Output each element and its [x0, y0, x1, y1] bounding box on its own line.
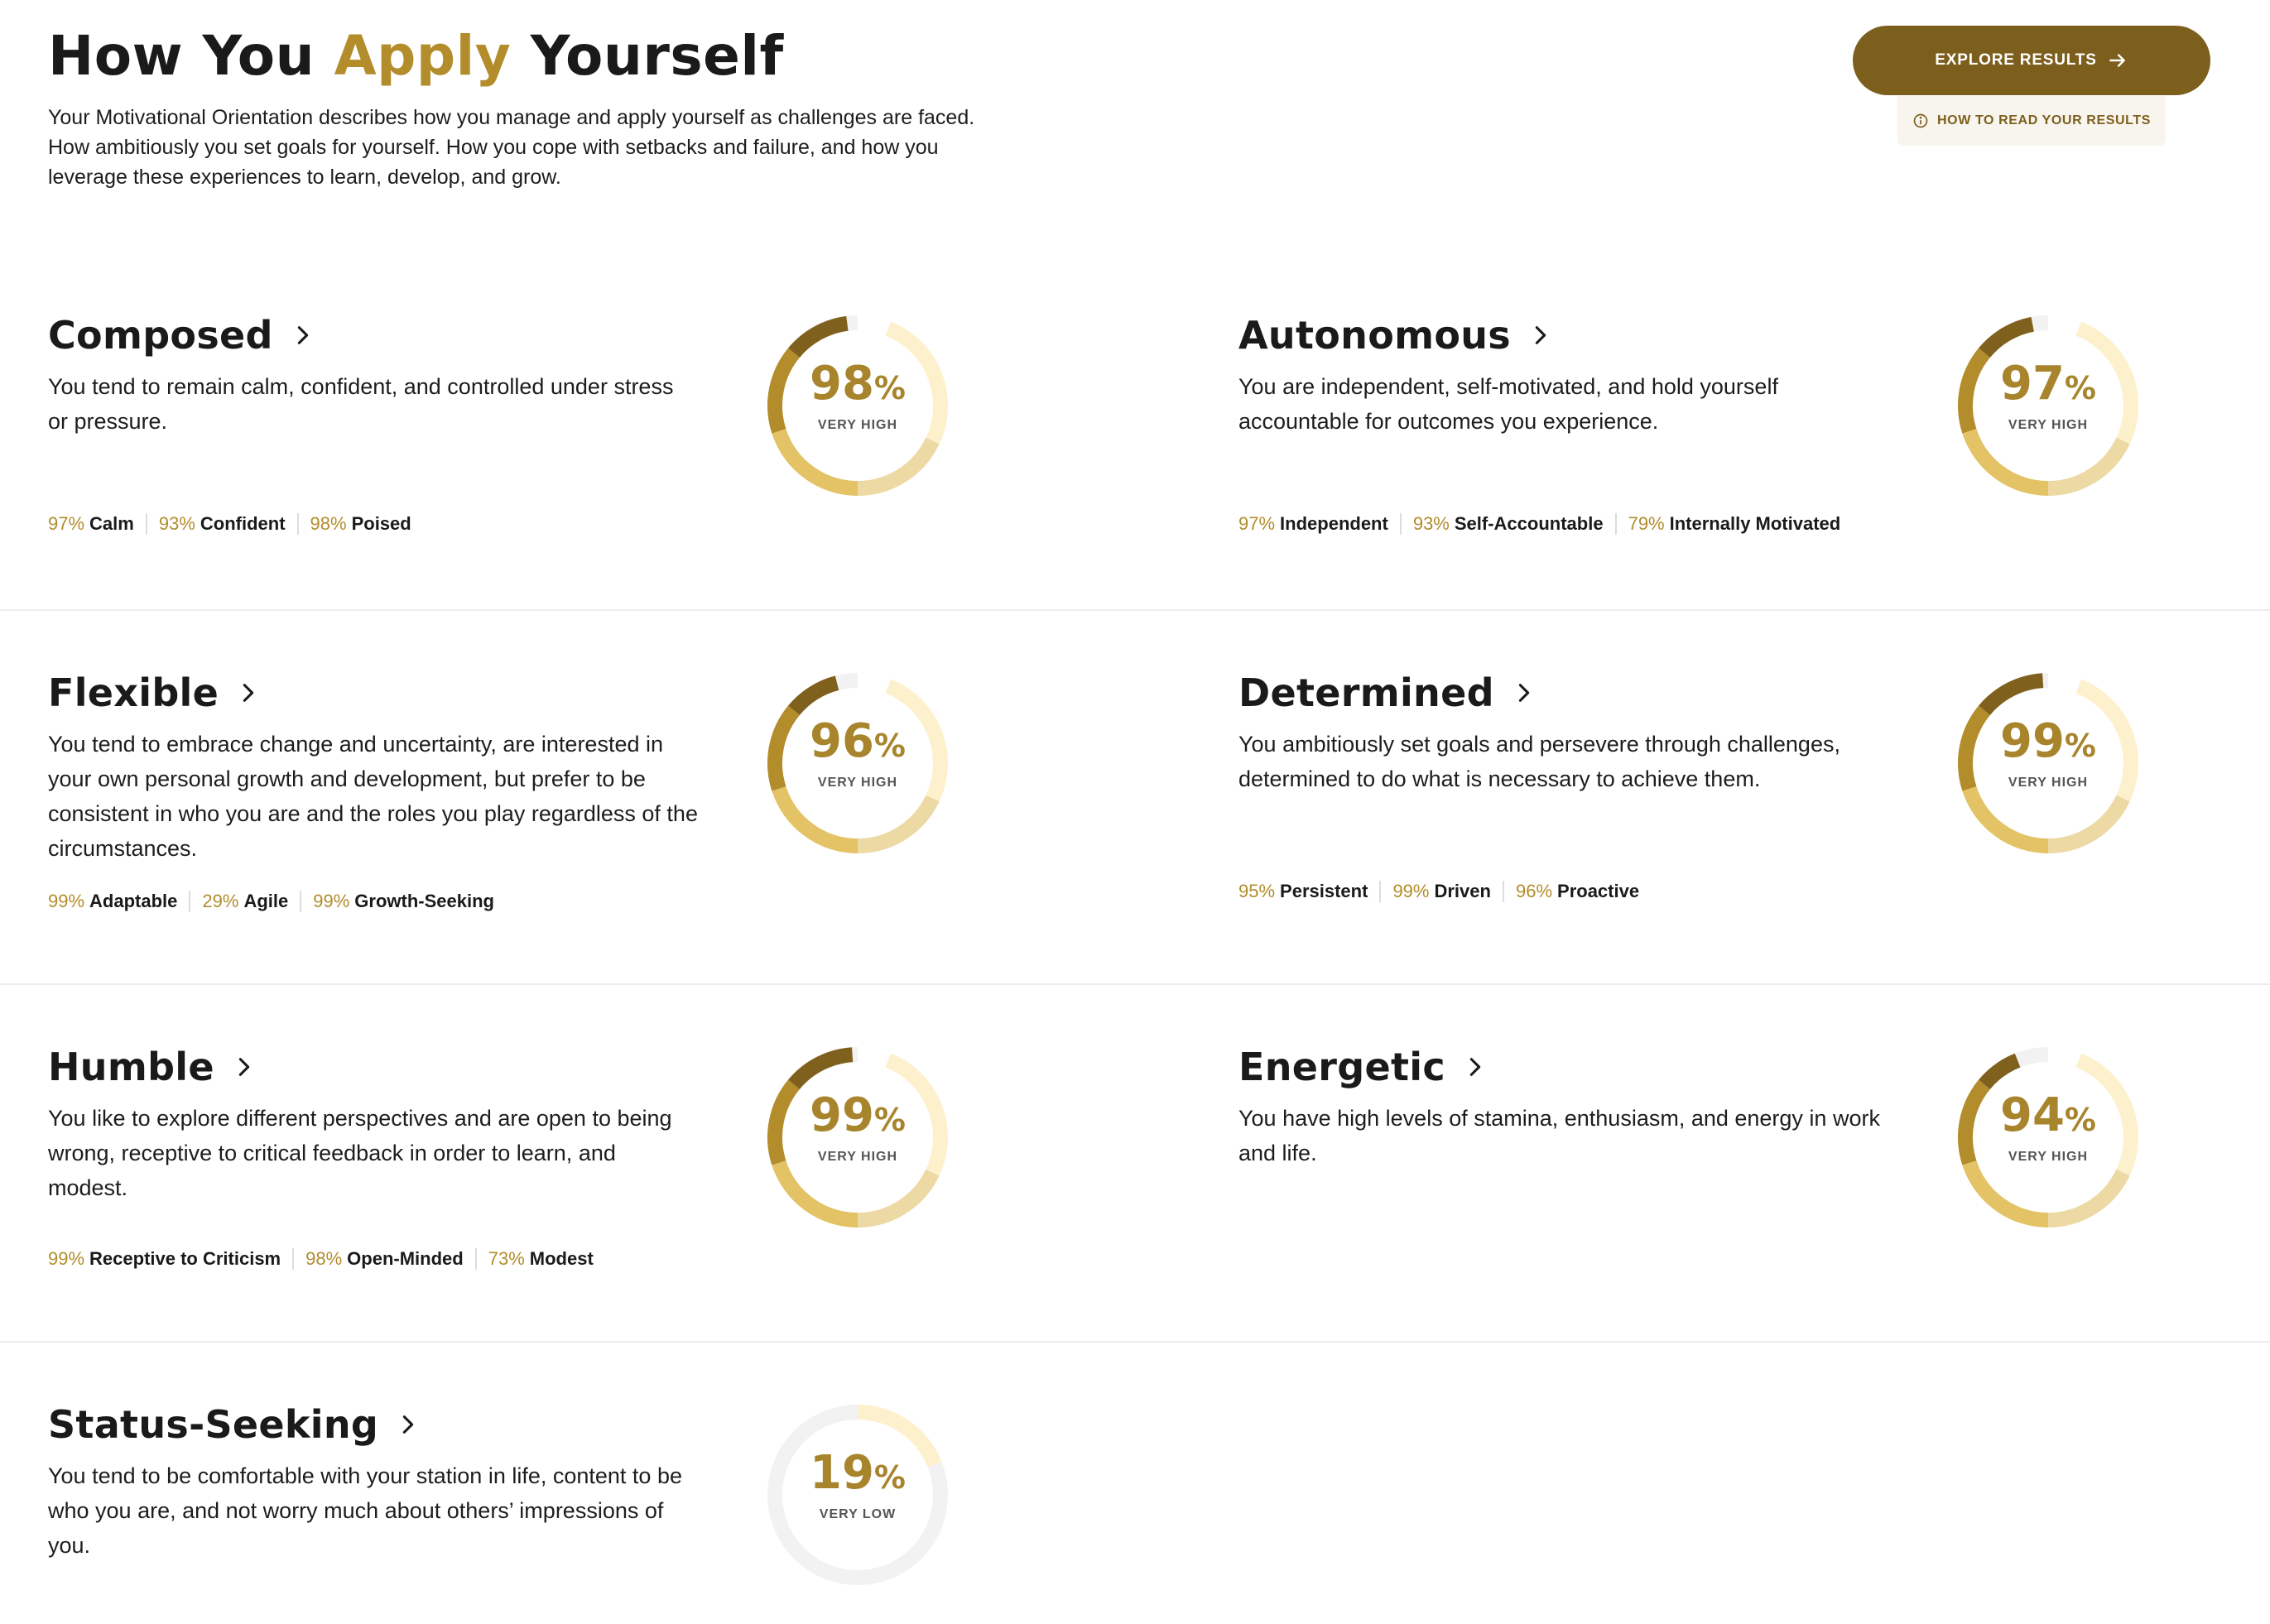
card-title-text: Composed [48, 313, 273, 358]
score-number: 96 [809, 714, 874, 768]
card-title-text: Autonomous [1238, 313, 1511, 358]
trait-percent: 97% [1238, 513, 1276, 534]
trait-percent: 93% [1412, 513, 1450, 534]
score-ring-determined [1955, 670, 2141, 856]
ring-segment [1969, 431, 2048, 488]
trait-percent: 99% [1392, 881, 1430, 901]
trait-item [1379, 881, 1503, 902]
trait-list [1238, 513, 1852, 535]
ring-center [765, 1446, 950, 1522]
description-line: You tend to be comfortable with your station in life, content to be [48, 1463, 682, 1488]
ring-segment [1969, 1163, 2048, 1220]
ring-segment [837, 680, 858, 683]
trait-list [48, 513, 423, 535]
description-line: determined to do what is necessary to achieve them. [1238, 766, 1761, 791]
ring-segment [779, 1163, 858, 1220]
ring-center [1955, 714, 2141, 790]
trait-item [189, 891, 300, 912]
trait-item [475, 1248, 605, 1270]
card-title-autonomous[interactable] [1238, 313, 1552, 358]
ring-segment [794, 683, 837, 710]
score-ring-status-seeking [765, 1402, 950, 1588]
trait-label: Poised [351, 513, 411, 534]
trait-list [48, 891, 506, 912]
score-ring-energetic [1955, 1045, 2141, 1230]
score-level: VERY LOW [819, 1507, 897, 1521]
explore-results-label: EXPLORE RESULTS [1935, 51, 2097, 69]
ring-center [765, 714, 950, 790]
score-number: 99 [809, 1088, 874, 1142]
ring-segment [2048, 1173, 2123, 1220]
card-description [48, 727, 698, 866]
percent-sign: % [873, 370, 906, 406]
trait-percent: 98% [305, 1248, 343, 1269]
score-number: 98 [809, 357, 874, 411]
ring-center [765, 359, 950, 433]
section-divider [0, 609, 2270, 611]
trait-percent: 79% [1628, 513, 1665, 534]
card-title-energetic[interactable] [1238, 1045, 1487, 1089]
trait-label: Driven [1434, 881, 1491, 901]
description-line: wrong, receptive to critical feedback in order to learn, and [48, 1141, 616, 1165]
card-title-text: Status-Seeking [48, 1402, 379, 1447]
how-to-read-results-button[interactable] [1897, 96, 2166, 146]
percent-sign: % [873, 1459, 906, 1496]
title-part: Yourself [511, 24, 784, 88]
score-level: VERY HIGH [2008, 418, 2089, 432]
card-title-text: Determined [1238, 670, 1494, 715]
ring-segment [1984, 324, 2032, 353]
arrow-right-icon [2107, 50, 2128, 71]
score-level: VERY HIGH [2008, 1150, 2089, 1164]
trait-item [297, 513, 423, 535]
trait-label: Receptive to Criticism [89, 1248, 281, 1269]
description-line: You tend to embrace change and uncertainty, are interested in [48, 732, 664, 757]
card-title-text: Humble [48, 1045, 214, 1089]
page-title [48, 23, 1041, 89]
score-number: 97 [1999, 357, 2065, 411]
trait-item [146, 513, 297, 535]
percent-sign: % [2064, 1102, 2096, 1138]
ring-segment [858, 799, 932, 846]
ring-segment [1969, 789, 2048, 846]
intro-text: Your Motivational Orientation describes how you manage and apply yourself as challenges are faced. How ambitiously you set goals for yourself. How you cope with setbacks and failure, and how you leverage these experiences to learn, develop, and grow. [48, 106, 975, 189]
explore-results-button[interactable] [1853, 26, 2210, 95]
trait-label: Persistent [1280, 881, 1368, 901]
description-line: circumstances. [48, 836, 198, 861]
trait-item [1238, 881, 1379, 902]
title-accent: Apply [334, 24, 512, 88]
trait-label: Self-Accountable [1454, 513, 1604, 534]
score-value [1955, 714, 2141, 771]
score-value [765, 359, 950, 413]
percent-sign: % [873, 728, 906, 764]
trait-item [1400, 513, 1615, 535]
trait-percent: 99% [48, 891, 85, 911]
description-line: who you are, and not worry much about others’ impressions of [48, 1498, 664, 1523]
chevron-right-icon [1529, 324, 1552, 347]
card-description [48, 1458, 682, 1563]
trait-item [48, 1248, 292, 1270]
trait-label: Proactive [1557, 881, 1640, 901]
card-description [1238, 1101, 1880, 1170]
trait-list [1238, 881, 1651, 902]
trait-percent: 97% [48, 513, 85, 534]
section-divider [0, 1341, 2270, 1343]
score-ring-composed [765, 313, 950, 498]
score-ring-humble [765, 1045, 950, 1230]
ring-segment [2048, 441, 2123, 488]
trait-percent: 29% [202, 891, 239, 911]
score-level: VERY HIGH [817, 418, 898, 432]
card-title-determined[interactable] [1238, 670, 1536, 715]
ring-center [1955, 1088, 2141, 1165]
ring-segment [858, 441, 932, 488]
trait-item [1615, 513, 1853, 535]
trait-label: Growth-Seeking [354, 891, 494, 911]
trait-label: Internally Motivated [1669, 513, 1841, 534]
score-number: 94 [1999, 1088, 2065, 1142]
score-value [1955, 359, 2141, 413]
trait-item [300, 891, 506, 912]
description-line: accountable for outcomes you experience. [1238, 409, 1659, 434]
card-description [48, 369, 673, 439]
ring-segment [794, 324, 848, 353]
trait-percent: 93% [158, 513, 195, 534]
card-title-text: Flexible [48, 670, 219, 715]
ring-segment [1984, 680, 2043, 710]
ring-center [1955, 359, 2141, 433]
trait-percent: 98% [310, 513, 347, 534]
trait-percent: 95% [1238, 881, 1276, 901]
ring-segment [1984, 1060, 2018, 1084]
info-icon [1912, 113, 1929, 129]
score-value [765, 1088, 950, 1145]
description-line: modest. [48, 1175, 128, 1200]
ring-segment [2048, 799, 2123, 846]
trait-label: Adaptable [89, 891, 178, 911]
chevron-right-icon [291, 324, 315, 347]
ring-segment [779, 431, 858, 488]
score-number: 99 [1999, 714, 2065, 768]
trait-label: Calm [89, 513, 134, 534]
card-title-humble[interactable] [48, 1045, 256, 1089]
trait-label: Confident [200, 513, 286, 534]
card-title-composed[interactable] [48, 313, 315, 358]
trait-label: Agile [243, 891, 289, 911]
percent-sign: % [2064, 370, 2096, 406]
score-value [1955, 1088, 2141, 1145]
chevron-right-icon [233, 1055, 256, 1079]
ring-segment [2018, 1055, 2048, 1060]
description-line: You tend to remain calm, confident, and controlled under stress [48, 374, 674, 399]
trait-item [48, 513, 146, 535]
ring-center [765, 1088, 950, 1165]
description-line: your own personal growth and development, but prefer to be [48, 766, 646, 791]
score-ring-autonomous [1955, 313, 2141, 498]
card-description [48, 1101, 672, 1205]
trait-list [48, 1248, 605, 1270]
trait-item [292, 1248, 475, 1270]
chevron-right-icon [1464, 1055, 1487, 1079]
card-title-status-seeking[interactable] [48, 1402, 420, 1447]
score-value [765, 714, 950, 771]
trait-percent: 99% [48, 1248, 85, 1269]
chevron-right-icon [397, 1413, 420, 1436]
card-description [1238, 727, 1840, 796]
page-header [48, 23, 1041, 192]
description-line: you. [48, 1533, 91, 1558]
trait-item [1503, 881, 1651, 902]
description-line: You are independent, self-motivated, and hold yourself [1238, 374, 1778, 399]
trait-label: Modest [529, 1248, 594, 1269]
card-title-flexible[interactable] [48, 670, 260, 715]
description-line: You ambitiously set goals and persevere through challenges, [1238, 732, 1840, 757]
score-level: VERY HIGH [817, 776, 898, 790]
ring-segment [779, 789, 858, 846]
card-description [1238, 369, 1778, 439]
description-line: You have high levels of stamina, enthusiasm, and energy in work [1238, 1106, 1880, 1131]
trait-percent: 99% [313, 891, 350, 911]
ring-segment [847, 323, 858, 324]
card-title-text: Energetic [1238, 1045, 1445, 1089]
chevron-right-icon [1513, 681, 1536, 704]
trait-percent: 96% [1515, 881, 1553, 901]
ring-segment [794, 1055, 853, 1084]
how-to-read-label: HOW TO READ YOUR RESULTS [1937, 113, 2151, 127]
chevron-right-icon [237, 681, 260, 704]
score-level: VERY HIGH [817, 1150, 898, 1164]
score-value [765, 1446, 950, 1502]
description-line: consistent in who you are and the roles you play regardless of the [48, 801, 698, 826]
trait-item [48, 891, 189, 912]
trait-label: Open-Minded [347, 1248, 464, 1269]
description-line: You like to explore different perspectives and are open to being [48, 1106, 672, 1131]
trait-label: Independent [1280, 513, 1388, 534]
section-divider [0, 983, 2270, 985]
trait-item [1238, 513, 1400, 535]
ring-segment [858, 1173, 932, 1220]
score-ring-flexible [765, 670, 950, 856]
score-number: 19 [809, 1446, 874, 1500]
score-level: VERY HIGH [2008, 776, 2089, 790]
description-line: or pressure. [48, 409, 168, 434]
trait-percent: 73% [488, 1248, 525, 1269]
percent-sign: % [2064, 728, 2096, 764]
title-part: How You [48, 24, 334, 88]
ring-segment [2032, 323, 2048, 324]
description-line: and life. [1238, 1141, 1317, 1165]
percent-sign: % [873, 1102, 906, 1138]
